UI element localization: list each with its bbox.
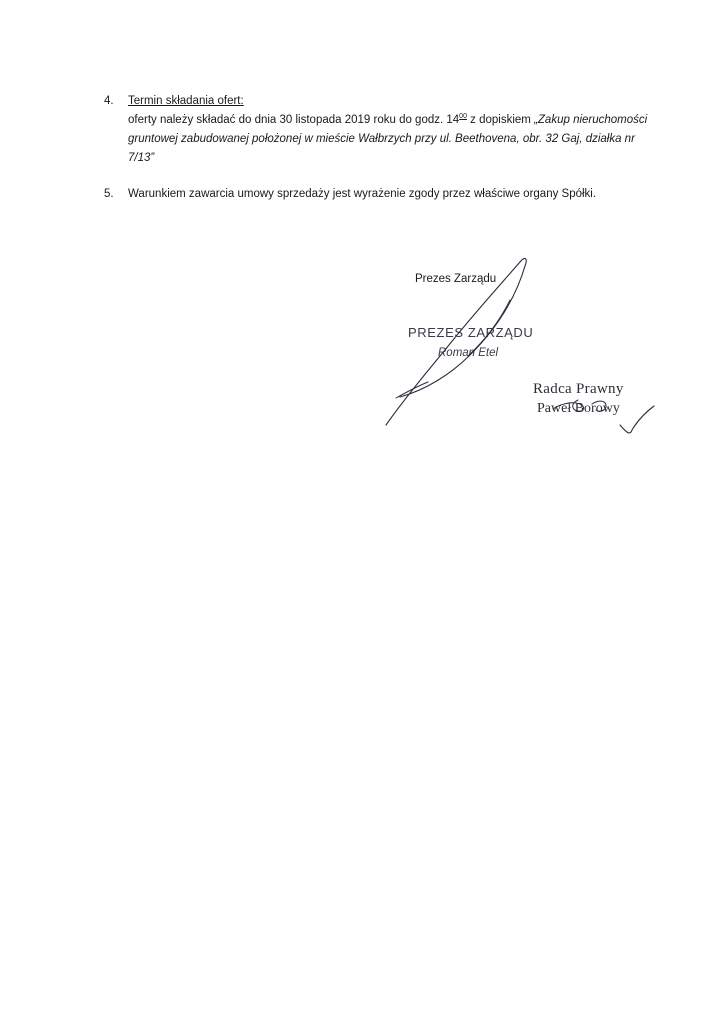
signature-label: Prezes Zarządu xyxy=(415,273,497,285)
offer-deadline-text: oferty należy składać do dnia 30 listopada 2019 roku do godz. 14 xyxy=(128,114,460,126)
item-body xyxy=(128,185,648,204)
board-stamp-name: Roman Etel xyxy=(438,347,499,359)
legal-stamp-title: Radca Prawny xyxy=(533,381,624,397)
offer-subject-text: „Zakup nieruchomości gruntowej zabudowanej położonej w mieście Wałbrzych przy ul. Beethovena, obr. 32 Gaj, działka nr 7/13” xyxy=(128,114,648,164)
item-number: 4. xyxy=(104,95,114,107)
item-heading: Termin składania ofert: xyxy=(128,95,244,107)
legal-stamp xyxy=(533,379,624,419)
hour-superscript: 00 xyxy=(459,113,467,121)
legal-stamp-name: Paweł Borowy xyxy=(537,401,620,416)
offer-note-text: z dopiskiem xyxy=(466,114,535,126)
item-body xyxy=(128,92,648,168)
board-stamp-title: PREZES ZARZĄDU xyxy=(408,325,534,340)
item-paragraph: Warunkiem zawarcia umowy sprzedaży jest wyrażenie zgody przez właściwe organy Spółki. xyxy=(128,188,597,200)
item-paragraph xyxy=(128,111,648,168)
board-stamp xyxy=(408,324,533,364)
item-number: 5. xyxy=(104,188,114,200)
